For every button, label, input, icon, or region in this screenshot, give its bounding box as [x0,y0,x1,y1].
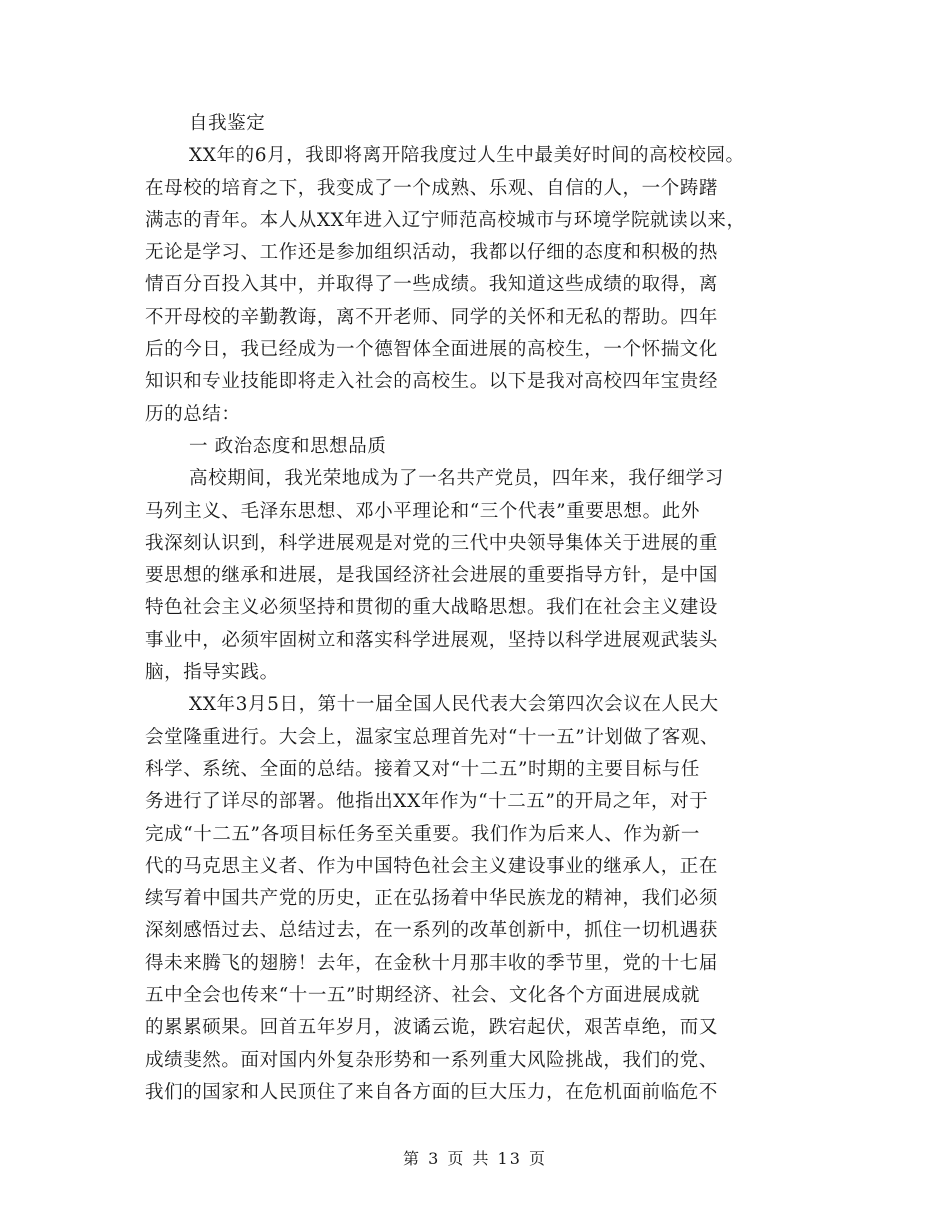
page-number-label: 第 3 页 共 13 页 [403,1149,547,1168]
text-line: 情百分百投入其中，并取得了一些成绩。我知道这些成绩的取得，离 [145,274,719,296]
text-line: 马列主义、毛泽东思想、邓小平理论和“三个代表”重要思想。此外 [145,500,700,522]
text-line: 我深刻认识到，科学进展观是对党的三代中央领导集体关于进展的重 [145,532,719,554]
text-line: 事业中，必须牢固树立和落实科学进展观，坚持以科学进展观武装头 [145,629,719,651]
text-line: 高校期间，我光荣地成为了一名共产党员，四年来，我仔细学习 [189,468,724,490]
text-line: 续写着中国共产党的历史，正在弘扬着中华民族龙的精神，我们必须 [145,888,719,910]
text-line: 知识和专业技能即将走入社会的高校生。以下是我对高校四年宝贵经 [145,371,719,393]
text-line: 在母校的培育之下，我变成了一个成熟、乐观、自信的人，一个踌躇 [145,177,719,199]
text-line: 完成“十二五”各项目标任务至关重要。我们作为后来人、作为新一 [145,823,700,845]
text-line: 务进行了详尽的部署。他指出XX年作为“十二五”的开局之年，对于 [145,791,709,813]
text-line: 五中全会也传来“十一五”时期经济、社会、文化各个方面进展成就 [145,985,700,1007]
text-line: 脑，指导实践。 [145,662,279,684]
text-line: 后的今日，我已经成为一个德智体全面进展的高校生，一个怀揣文化 [145,339,719,361]
text-line: 会堂隆重进行。大会上，温家宝总理首先对“十一五”计划做了客观、 [145,726,720,748]
text-line: 满志的青年。本人从XX年进入辽宁师范高校城市与环境学院就读以来， [145,209,746,231]
text-line: 不开母校的辛勤教诲，离不开老师、同学的关怀和无私的帮助。四年 [145,306,719,328]
text-line: 的累累硕果。回首五年岁月，波谲云诡，跌宕起伏，艰苦卓绝，而又 [145,1017,719,1039]
text-line: XX年的6月，我即将离开陪我度过人生中最美好时间的高校校园。 [189,145,745,167]
document-body [145,108,805,1109]
text-line: 无论是学习、工作还是参加组织活动，我都以仔细的态度和积极的热 [145,242,719,264]
section-heading: 一 政治态度和思想品质 [189,435,387,457]
page-footer [0,1146,950,1169]
text-line: 深刻感悟过去、总结过去，在一系列的改革创新中，抓住一切机遇获 [145,920,719,942]
text-line: 我们的国家和人民顶住了来自各方面的巨大压力，在危机面前临危不 [145,1081,719,1103]
text-line: 特色社会主义必须坚持和贯彻的重大战略思想。我们在社会主义建设 [145,597,719,619]
text-line: 要思想的继承和进展，是我国经济社会进展的重要指导方针，是中国 [145,565,719,587]
text-line: 成绩斐然。面对国内外复杂形势和一系列重大风险挑战，我们的党、 [145,1049,719,1071]
text-line: 历的总结： [145,403,241,425]
document-title: 自我鉴定 [189,113,266,134]
text-line: 代的马克思主义者、作为中国特色社会主义建设事业的继承人，正在 [145,855,719,877]
text-line: 得未来腾飞的翅膀！去年，在金秋十月那丰收的季节里，党的十七届 [145,952,719,974]
text-line: 科学、系统、全面的总结。接着又对“十二五”时期的主要目标与任 [145,758,700,780]
text-line: XX年3月5日，第十一届全国人民代表大会第四次会议在人民大 [189,694,719,716]
